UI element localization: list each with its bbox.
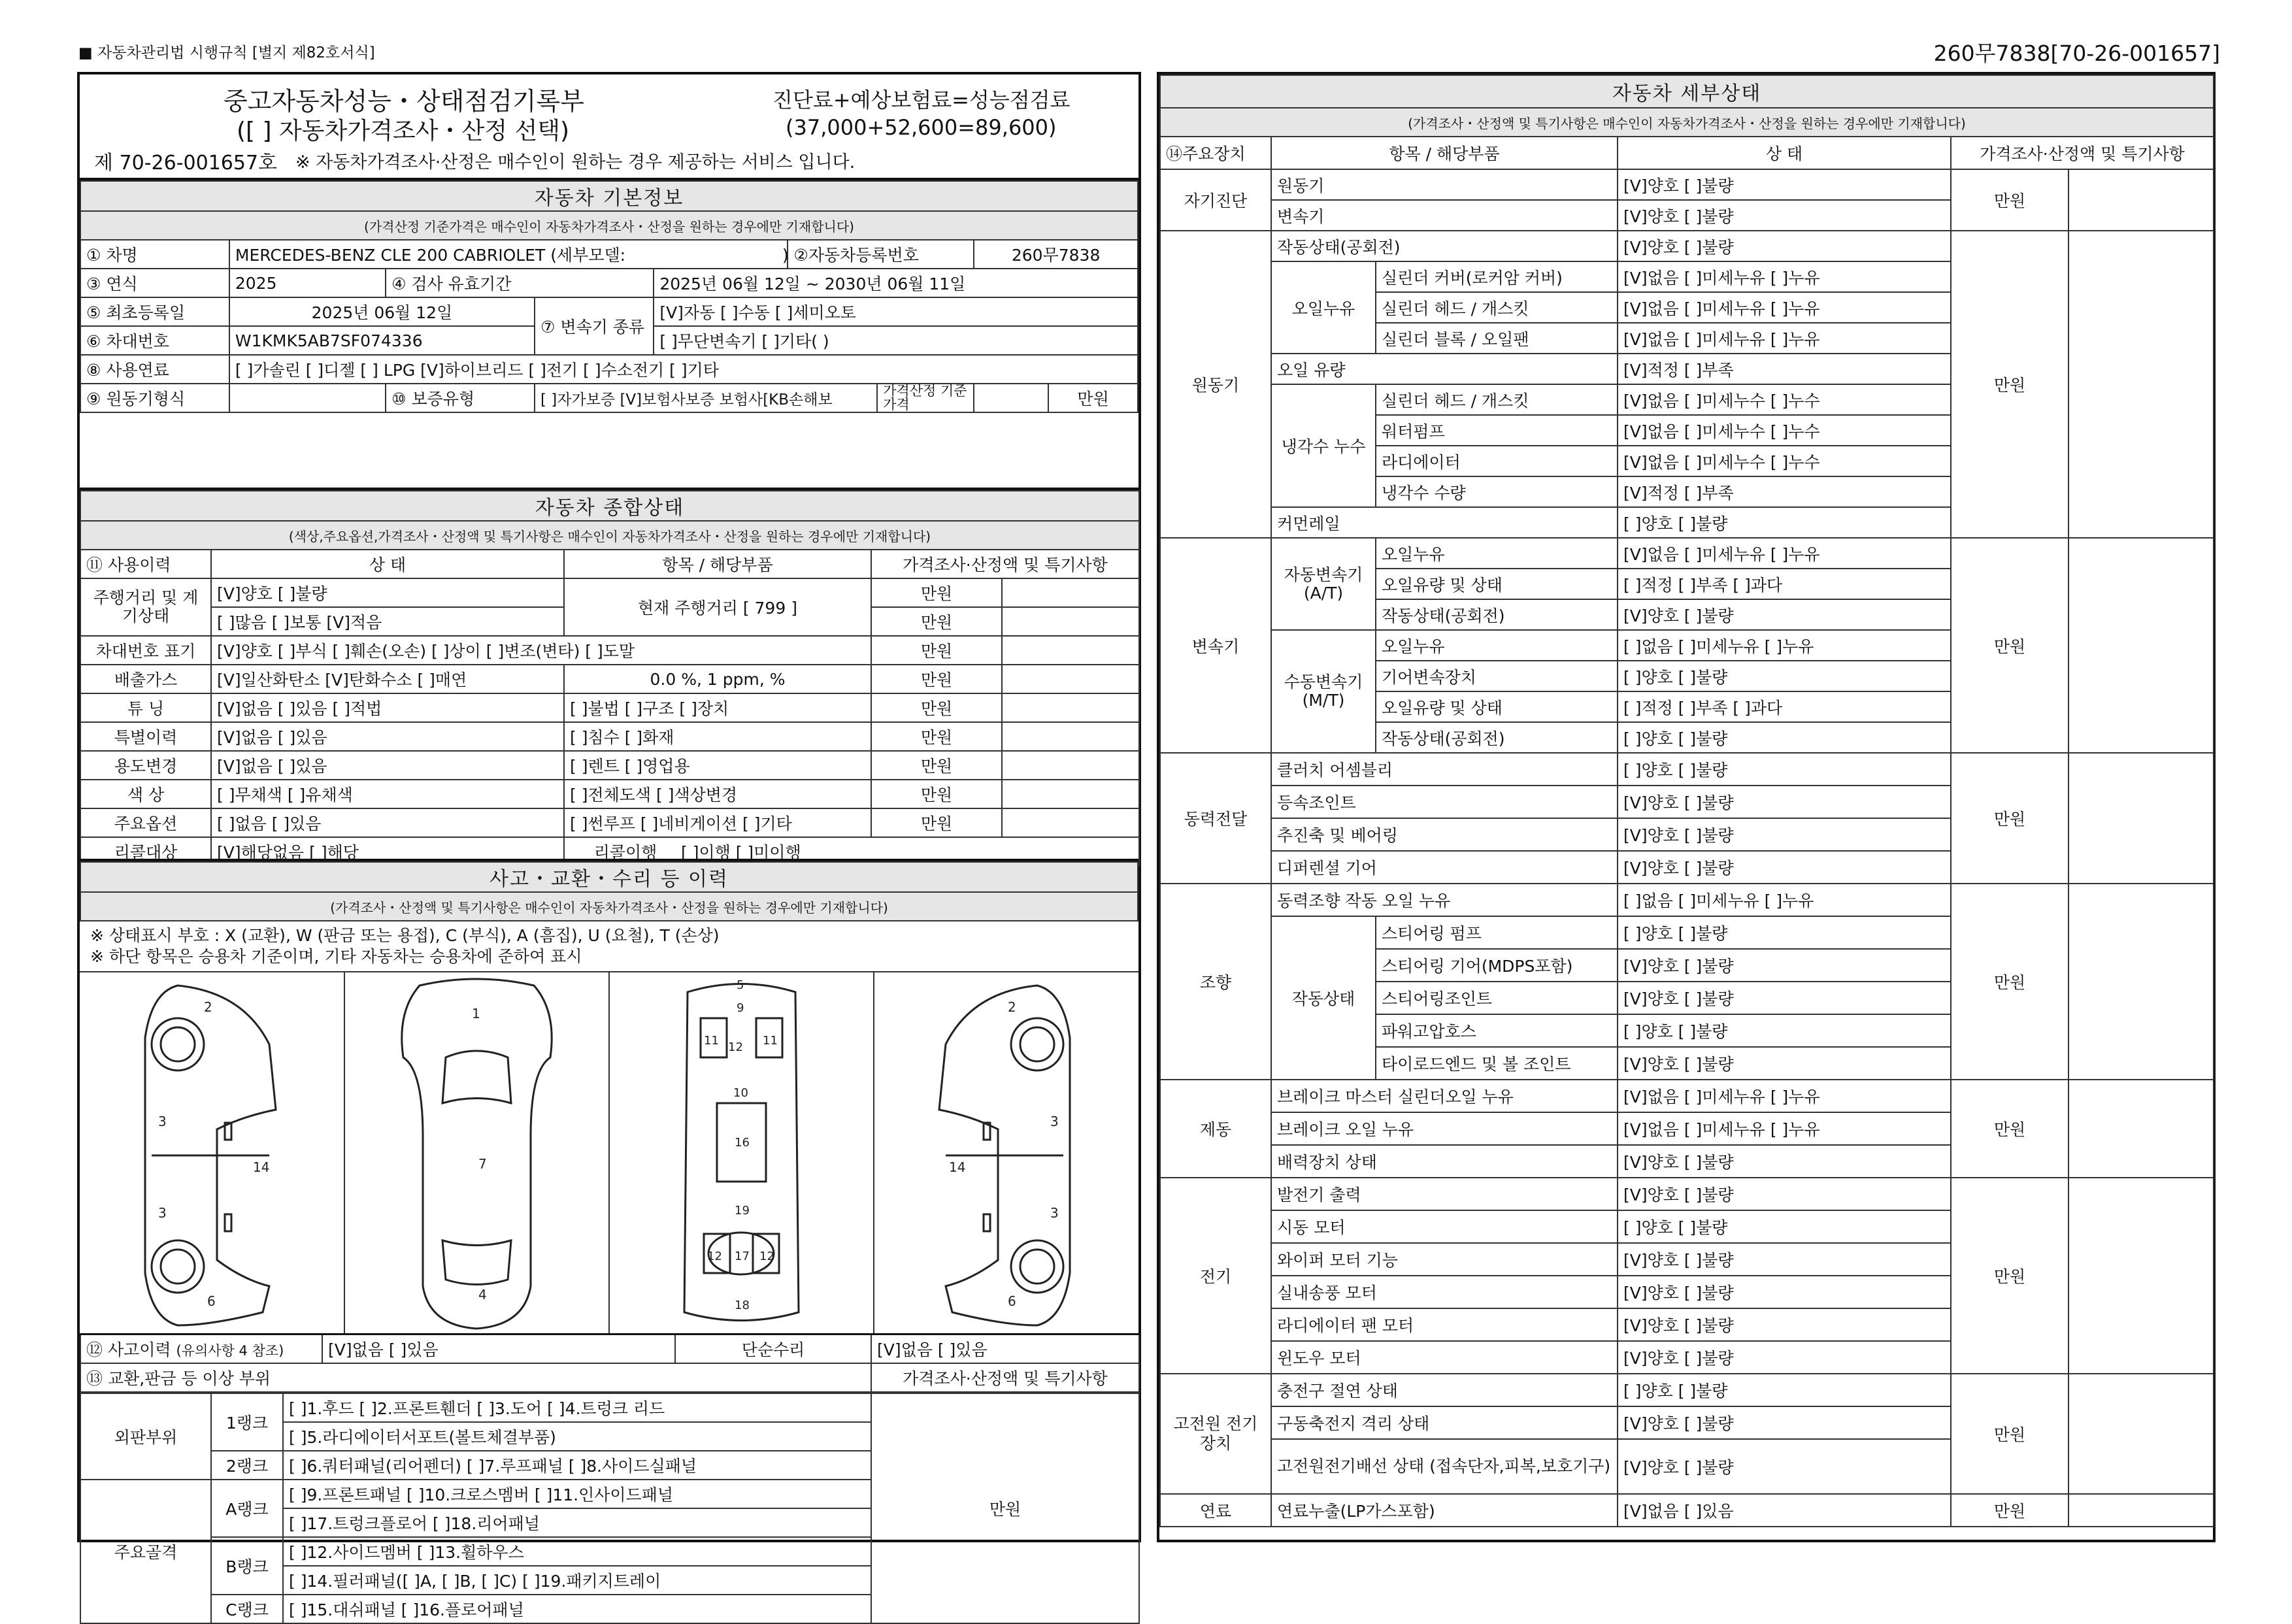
rankA-parts-line1: [ ]9.프론트패널 [ ]10.크로스멤버 [ ]11.인사이드패널 — [283, 1480, 871, 1508]
engine-type-label: ⑨ 원동기형식 — [80, 384, 229, 412]
charging-port-insulation-state: [ ]양호 [ ]불량 — [1618, 1374, 1951, 1406]
state-header: 상 태 — [211, 550, 564, 578]
passenger-car-note: ※ 하단 항목은 승용차 기준이며, 기타 자동차는 승용차에 준하여 표시 — [90, 947, 582, 966]
special-history-value: [V]없음 [ ]있음 — [211, 722, 564, 751]
oil-level-state: [V]적정 [ ]부족 — [1618, 354, 1951, 384]
rank2-label: 2랭크 — [211, 1451, 283, 1480]
fuel-label: 연료 — [1160, 1494, 1271, 1527]
mt-idle-state: [ ]양호 [ ]불량 — [1618, 722, 1951, 753]
underbody-view — [684, 984, 799, 1321]
emission-readings: 0.0 %, 1 ppm, % — [564, 665, 871, 693]
special-history-label: 특별이력 — [80, 722, 211, 751]
overall-state-title: 자동차 종합상태 — [80, 491, 1139, 521]
recall-execution: 리콜이행 [ ]이행 [ ]미이행 — [564, 837, 1139, 866]
price-note-header: 가격조사·산정액 및 특기사항 — [871, 550, 1139, 578]
regulation-header: ■ 자동차관리법 시행규칙 [별지 제82호서식] — [78, 44, 375, 61]
brake-booster-state: [V]양호 [ ]불량 — [1618, 1145, 1951, 1178]
manual-transmission-label: 수동변속기 (M/T) — [1271, 630, 1376, 753]
accident-history-value: [V]없음 [ ]있음 — [322, 1334, 675, 1364]
tuning-value: [V]없음 [ ]있음 [ ]적법 — [211, 693, 564, 722]
mileage-state-row2: [ ]많음 [ ]보통 [V]적음 — [211, 607, 564, 636]
steering-pump-state: [ ]양호 [ ]불량 — [1618, 916, 1951, 949]
transmission-type-line1: [V]자동 [ ]수동 [ ]세미오토 — [654, 297, 1138, 326]
emission-label: 배출가스 — [80, 665, 211, 693]
special-history-price-unit: 만원 — [871, 722, 1002, 751]
registration-value: 260무7838 — [974, 240, 1138, 269]
high-voltage-price-unit: 만원 — [1951, 1374, 2068, 1494]
state-header: 상 태 — [1618, 137, 1951, 169]
svg-text:14: 14 — [949, 1159, 966, 1175]
mileage-price-unit: 만원 — [871, 578, 1002, 607]
mt-oil-level-state: [ ]적정 [ ]부족 [ ]과다 — [1618, 691, 1951, 722]
engine-price-unit: 만원 — [1951, 231, 2068, 538]
overall-state-note: (색상,주요옵션,가격조사・산정액 및 특기사항은 매수인이 자동차가격조사・산정을 원하는 경우에만 기재합니다) — [80, 521, 1139, 550]
steering-operation-label: 작동상태 — [1271, 916, 1376, 1080]
fee-values: (37,000+52,600=89,600) — [786, 115, 1057, 140]
special-history-item: [ ]침수 [ ]화재 — [564, 722, 871, 751]
clutch-assembly: 클러치 어셈블리 — [1271, 753, 1618, 786]
tuning-price-unit: 만원 — [871, 693, 1002, 722]
drive-battery-isolation-state: [V]양호 [ ]불량 — [1618, 1406, 1951, 1439]
svg-text:12: 12 — [759, 1250, 774, 1263]
title-block — [80, 75, 1138, 179]
mt-oil-leak-state: [ ]없음 [ ]미세누유 [ ]누유 — [1618, 630, 1951, 661]
exchange-price-header: 가격조사·산정액 및 특기사항 — [871, 1363, 1139, 1392]
steering-oil-leak: 동력조향 작동 오일 누유 — [1271, 884, 1618, 916]
car-part-diagram — [80, 972, 1138, 1333]
window-motor: 윈도우 모터 — [1271, 1341, 1618, 1374]
fuel-price-unit: 만원 — [1951, 1494, 2068, 1527]
mt-gear-shift: 기어변속장치 — [1376, 661, 1618, 691]
fuel-label: ⑧ 사용연료 — [80, 355, 229, 384]
warranty-label: ⑩ 보증유형 — [386, 384, 535, 412]
fuel-value: [ ]가솔린 [ ]디젤 [ ] LPG [V]하이브리드 [ ]전기 [ ]수소전기 [ ]기타 — [229, 355, 1138, 384]
right-panel — [1157, 72, 2216, 1542]
vin-marking-label: 차대번호 표기 — [80, 636, 211, 665]
color-value: [ ]무채색 [ ]유채색 — [211, 780, 564, 808]
coolant-level-state: [V]적정 [ ]부족 — [1618, 476, 1951, 507]
coolant-leak-label: 냉각수 누수 — [1271, 384, 1376, 507]
warranty-value: [ ]자가보증 [V]보험사보증 보험사[KB손해보 — [535, 384, 877, 412]
svg-text:11: 11 — [763, 1034, 778, 1048]
power-transmission-label: 동력전달 — [1160, 753, 1271, 884]
mt-gear-shift-state: [ ]양호 [ ]불량 — [1618, 661, 1951, 691]
main-option-item: [ ]썬루프 [ ]네비게이션 [ ]기타 — [564, 808, 871, 837]
recall-label: 리콜대상 — [80, 837, 211, 866]
common-rail: 커먼레일 — [1271, 507, 1618, 538]
recall-value: [V]해당없음 [ ]해당 — [211, 837, 564, 866]
main-frame-label: 주요골격 — [80, 1480, 211, 1623]
mt-oil-leak: 오일누유 — [1376, 630, 1618, 661]
price-note-header: 가격조사·산정액 및 특기사항 — [1951, 137, 2214, 169]
high-voltage-wiring: 고전원전기배선 상태 (접속단자,피복,보호기구) — [1271, 1439, 1618, 1494]
electrical-price-unit: 만원 — [1951, 1178, 2068, 1374]
at-oil-leak-state: [V]없음 [ ]미세누유 [ ]누유 — [1618, 538, 1951, 569]
svg-text:6: 6 — [207, 1293, 216, 1309]
right-side-view — [939, 986, 1070, 1325]
rankA-parts-line2: [ ]17.트렁크플로어 [ ]18.리어패널 — [283, 1508, 871, 1537]
rank2-parts: [ ]6.쿼터패널(리어펜더) [ ]7.루프패널 [ ]8.사이드실패널 — [283, 1451, 871, 1480]
left-side-view — [145, 986, 276, 1325]
usage-change-item: [ ]렌트 [ ]영업용 — [564, 751, 871, 780]
svg-text:5: 5 — [737, 978, 744, 992]
drive-shaft-state: [V]양호 [ ]불량 — [1618, 818, 1951, 851]
emission-value: [V]일산화탄소 [V]탄화수소 [ ]매연 — [211, 665, 564, 693]
oil-level: 오일 유량 — [1271, 354, 1618, 384]
main-option-label: 주요옵션 — [80, 808, 211, 837]
vin-marking-value: [V]양호 [ ]부식 [ ]훼손(오손) [ ]상이 [ ]변조(변타) [ ]도말 — [211, 636, 871, 665]
steering-pump: 스티어링 펌프 — [1376, 916, 1618, 949]
price-selection-option: ([ ] 자동차가격조사・산정 선택) — [237, 118, 570, 144]
window-motor-state: [V]양호 [ ]불량 — [1618, 1341, 1951, 1374]
color-label: 색 상 — [80, 780, 211, 808]
rank1-label: 1랭크 — [211, 1393, 283, 1451]
transmission-group-label: 변속기 — [1160, 538, 1271, 753]
first-registration-label: ⑤ 최초등록일 — [80, 297, 229, 326]
engine-type-value — [229, 384, 386, 412]
svg-text:18: 18 — [735, 1299, 750, 1312]
charging-port-insulation: 충전구 절연 상태 — [1271, 1374, 1618, 1406]
outer-panel-label: 외판부위 — [80, 1393, 211, 1480]
document-reference-number: 260무7838[70-26-001657] — [1933, 41, 2220, 66]
main-device-header: ⑭주요장치 — [1160, 137, 1271, 169]
first-registration-value: 2025년 06월 12일 — [229, 297, 535, 326]
power-high-pressure-hose: 파워고압호스 — [1376, 1014, 1618, 1047]
at-oil-level: 오일유량 및 상태 — [1376, 569, 1618, 599]
usage-change-price-unit: 만원 — [871, 751, 1002, 780]
starter-motor-state: [ ]양호 [ ]불량 — [1618, 1210, 1951, 1243]
svg-text:3: 3 — [1050, 1205, 1059, 1221]
mileage-label: 주행거리 및 계기상태 — [80, 578, 211, 636]
svg-text:10: 10 — [733, 1086, 748, 1100]
starter-motor: 시동 모터 — [1271, 1210, 1618, 1243]
engine-group-label: 원동기 — [1160, 231, 1271, 538]
page-title: 중고자동차성능・상태점검기록부 — [224, 87, 584, 116]
left-panel — [77, 72, 1141, 1619]
drive-battery-isolation: 구동축전지 격리 상태 — [1271, 1406, 1618, 1439]
self-diag-transmission: 변속기 — [1271, 200, 1618, 231]
self-diag-engine: 원동기 — [1271, 169, 1618, 200]
registration-label: ②자동차등록번호 — [788, 240, 974, 269]
fuel-leak-state: [V]없음 [ ]있음 — [1618, 1494, 1951, 1527]
svg-text:1: 1 — [472, 1006, 480, 1021]
at-oil-level-state: [ ]적정 [ ]부족 [ ]과다 — [1618, 569, 1951, 599]
usage-history-header: ⑪ 사용이력 — [80, 550, 211, 578]
simple-repair-label: 단순수리 — [675, 1334, 871, 1364]
vin-label: ⑥ 차대번호 — [80, 326, 229, 355]
self-diag-transmission-state: [V]양호 [ ]불량 — [1618, 200, 1951, 231]
brake-master-cylinder-state: [V]없음 [ ]미세누유 [ ]누유 — [1618, 1080, 1951, 1112]
brake-booster: 배력장치 상태 — [1271, 1145, 1618, 1178]
main-option-price-unit: 만원 — [871, 808, 1002, 837]
inspection-validity-label: ④ 검사 유효기간 — [386, 269, 654, 297]
svg-text:12: 12 — [707, 1250, 722, 1263]
rankA-label: A랭크 — [211, 1480, 283, 1537]
steering-oil-leak-state: [ ]없음 [ ]미세누유 [ ]누유 — [1618, 884, 1951, 916]
at-idle: 작동상태(공회전) — [1376, 599, 1618, 630]
item-part-header: 항목 / 해당부품 — [1271, 137, 1618, 169]
steering-joint-state: [V]양호 [ ]불량 — [1618, 982, 1951, 1014]
brake-price-unit: 만원 — [1951, 1080, 2068, 1178]
wiper-motor-state: [V]양호 [ ]불량 — [1618, 1243, 1951, 1276]
tuning-label: 튜 닝 — [80, 693, 211, 722]
steering-label: 조향 — [1160, 884, 1271, 1080]
differential-gear-state: [V]양호 [ ]불량 — [1618, 851, 1951, 884]
brake-oil-leak-state: [V]없음 [ ]미세누유 [ ]누유 — [1618, 1112, 1951, 1145]
rankC-parts: [ ]15.대쉬패널 [ ]16.플로어패널 — [283, 1595, 871, 1623]
coolant-pump-state: [V]없음 [ ]미세누수 [ ]누수 — [1618, 415, 1951, 446]
oil-leak-label: 오일누유 — [1271, 261, 1376, 354]
svg-text:19: 19 — [735, 1204, 750, 1218]
mt-idle: 작동상태(공회전) — [1376, 722, 1618, 753]
emission-price-unit: 만원 — [871, 665, 1002, 693]
common-rail-state: [ ]양호 [ ]불량 — [1618, 507, 1951, 538]
year-label: ③ 연식 — [80, 269, 229, 297]
drive-shaft: 추진축 및 베어링 — [1271, 818, 1618, 851]
steering-gear: 스티어링 기어(MDPS포함) — [1376, 949, 1618, 982]
model-value: MERCEDES-BENZ CLE 200 CABRIOLET (세부모델: ) — [229, 240, 788, 269]
fee-formula: 진단료+예상보험료=성능점검료 — [772, 88, 1071, 112]
electrical-label: 전기 — [1160, 1178, 1271, 1374]
svg-text:2: 2 — [204, 999, 212, 1015]
brake-master-cylinder: 브레이크 마스터 실린더오일 누유 — [1271, 1080, 1618, 1112]
status-code-legend: ※ 상태표시 부호 : X (교환), W (판금 또는 용접), C (부식), A (흠집), U (요철), T (손상) — [90, 926, 720, 945]
steering-joint: 스티어링조인트 — [1376, 982, 1618, 1014]
vin-value: W1KMK5AB7SF074336 — [229, 326, 535, 355]
svg-text:7: 7 — [478, 1156, 487, 1172]
basic-info-section — [80, 178, 1138, 413]
svg-text:14: 14 — [253, 1159, 270, 1175]
coolant-level: 냉각수 수량 — [1376, 476, 1618, 507]
inspection-validity-value: 2025년 06월 12일 ~ 2030년 06월 11일 — [654, 269, 1138, 297]
engine-idle: 작동상태(공회전) — [1271, 231, 1618, 261]
main-option-value: [ ]없음 [ ]있음 — [211, 808, 564, 837]
coolant-pump: 워터펌프 — [1376, 415, 1618, 446]
accident-history-label: ⑫ 사고이력 (유의사항 4 참조) — [80, 1334, 322, 1364]
svg-text:3: 3 — [158, 1205, 167, 1221]
coolant-head: 실린더 헤드 / 개스킷 — [1376, 384, 1618, 415]
basic-info-note: (가격산정 기준가격은 매수인이 자동차가격조사・산정을 원하는 경우에만 기재합니다) — [80, 211, 1138, 240]
price-basis-label: 가격산정 기준가격 — [877, 384, 974, 412]
steering-price-unit: 만원 — [1951, 884, 2068, 1080]
svg-text:3: 3 — [1050, 1114, 1059, 1129]
transmission-type-line2: [ ]무단변속기 [ ]기타( ) — [654, 326, 1138, 355]
detail-state-note: (가격조사・산정액 및 특기사항은 매수인이 자동차가격조사・산정을 원하는 경우에만 기재합니다) — [1160, 108, 2214, 137]
accident-history-note: (가격조사・산정액 및 특기사항은 매수인이 자동차가격조사・산정을 원하는 경우에만 기재합니다) — [80, 892, 1138, 921]
svg-text:12: 12 — [728, 1040, 743, 1054]
coolant-radiator: 라디에이터 — [1376, 446, 1618, 476]
automatic-transmission-label: 자동변속기 (A/T) — [1271, 538, 1376, 630]
brake-label: 제동 — [1160, 1080, 1271, 1178]
oil-leak-block: 실린더 블록 / 오일팬 — [1376, 323, 1618, 354]
coolant-radiator-state: [V]없음 [ ]미세누수 [ ]누수 — [1618, 446, 1951, 476]
current-mileage: 현재 주행거리 [ 799 ] — [564, 578, 871, 636]
svg-text:17: 17 — [735, 1250, 750, 1263]
accident-history-section — [80, 859, 1138, 1624]
generator-output-state: [V]양호 [ ]불량 — [1618, 1178, 1951, 1210]
vin-marking-price-unit: 만원 — [871, 636, 1002, 665]
year-value: 2025 — [229, 269, 386, 297]
document-number: 제 70-26-001657호 — [94, 152, 278, 174]
rankB-parts-line1: [ ]12.사이드멤버 [ ]13.휠하우스 — [283, 1537, 871, 1566]
svg-text:16: 16 — [735, 1136, 750, 1150]
oil-leak-block-state: [V]없음 [ ]미세누유 [ ]누유 — [1618, 323, 1951, 354]
price-basis-unit: 만원 — [1048, 384, 1138, 412]
rankC-label: C랭크 — [211, 1595, 283, 1623]
wiper-motor: 와이퍼 모터 기능 — [1271, 1243, 1618, 1276]
high-voltage-label: 고전원 전기장치 — [1160, 1374, 1271, 1494]
coolant-head-state: [V]없음 [ ]미세누수 [ ]누수 — [1618, 384, 1951, 415]
radiator-fan-motor-state: [V]양호 [ ]불량 — [1618, 1308, 1951, 1341]
overall-state-section — [80, 488, 1138, 867]
fuel-leak: 연료누출(LP가스포함) — [1271, 1494, 1618, 1527]
top-view — [402, 979, 552, 1329]
model-label: ① 차명 — [80, 240, 229, 269]
mileage-state-row1: [V]양호 [ ]불량 — [211, 578, 564, 607]
basic-info-title: 자동차 기본정보 — [80, 181, 1138, 211]
oil-leak-cover-state: [V]없음 [ ]미세누유 [ ]누유 — [1618, 261, 1951, 292]
document-note: ※ 자동차가격조사·산정은 매수인이 원하는 경우 제공하는 서비스 입니다. — [295, 152, 855, 173]
at-idle-state: [V]양호 [ ]불량 — [1618, 599, 1951, 630]
svg-text:9: 9 — [737, 1001, 744, 1015]
simple-repair-value: [V]없음 [ ]있음 — [871, 1334, 1139, 1364]
rank1-parts-line1: [ ]1.후드 [ ]2.프론트휀더 [ ]3.도어 [ ]4.트렁크 리드 — [283, 1393, 871, 1422]
color-price-unit: 만원 — [871, 780, 1002, 808]
cv-joint-state: [V]양호 [ ]불량 — [1618, 786, 1951, 818]
oil-leak-head-state: [V]없음 [ ]미세누유 [ ]누유 — [1618, 292, 1951, 323]
mt-oil-level: 오일유량 및 상태 — [1376, 691, 1618, 722]
at-oil-leak: 오일누유 — [1376, 538, 1618, 569]
rankB-label: B랭크 — [211, 1537, 283, 1595]
blower-motor: 실내송풍 모터 — [1271, 1276, 1618, 1308]
svg-text:11: 11 — [704, 1034, 719, 1048]
exchange-parts-label: ⑬ 교환,판금 등 이상 부위 — [80, 1363, 871, 1392]
tie-rod-end: 타이로드엔드 및 볼 조인트 — [1376, 1047, 1618, 1080]
oil-leak-cover: 실린더 커버(로커암 커버) — [1376, 261, 1618, 292]
tuning-item: [ ]불법 [ ]구조 [ ]장치 — [564, 693, 871, 722]
item-part-header: 항목 / 해당부품 — [564, 550, 871, 578]
usage-change-value: [V]없음 [ ]있음 — [211, 751, 564, 780]
svg-text:4: 4 — [478, 1287, 487, 1302]
status-legend — [80, 921, 1138, 972]
usage-change-label: 용도변경 — [80, 751, 211, 780]
power-transmission-price-unit: 만원 — [1951, 753, 2068, 884]
self-diag-engine-state: [V]양호 [ ]불량 — [1618, 169, 1951, 200]
high-voltage-wiring-state: [V]양호 [ ]불량 — [1618, 1439, 1951, 1494]
transmission-price-unit: 만원 — [1951, 538, 2068, 753]
exchange-price-unit: 만원 — [871, 1393, 1139, 1623]
color-item: [ ]전체도색 [ ]색상변경 — [564, 780, 871, 808]
blower-motor-state: [V]양호 [ ]불량 — [1618, 1276, 1951, 1308]
tie-rod-end-state: [V]양호 [ ]불량 — [1618, 1047, 1951, 1080]
clutch-assembly-state: [ ]양호 [ ]불량 — [1618, 753, 1951, 786]
self-diag-price-unit: 만원 — [1951, 169, 2068, 231]
accident-history-title: 사고・교환・수리 등 이력 — [80, 862, 1138, 892]
svg-text:2: 2 — [1008, 999, 1016, 1015]
radiator-fan-motor: 라디에이터 팬 모터 — [1271, 1308, 1618, 1341]
engine-idle-state: [V]양호 [ ]불량 — [1618, 231, 1951, 261]
steering-gear-state: [V]양호 [ ]불량 — [1618, 949, 1951, 982]
differential-gear: 디퍼렌셜 기어 — [1271, 851, 1618, 884]
oil-leak-head: 실린더 헤드 / 개스킷 — [1376, 292, 1618, 323]
transmission-type-label: ⑦ 변속기 종류 — [535, 297, 654, 355]
detail-state-title: 자동차 세부상태 — [1160, 75, 2214, 108]
power-high-pressure-hose-state: [ ]양호 [ ]불량 — [1618, 1014, 1951, 1047]
generator-output: 발전기 출력 — [1271, 1178, 1618, 1210]
self-diagnosis-label: 자기진단 — [1160, 169, 1271, 231]
rankB-parts-line2: [ ]14.필러패널([ ]A, [ ]B, [ ]C) [ ]19.패키지트레이 — [283, 1566, 871, 1595]
brake-oil-leak: 브레이크 오일 누유 — [1271, 1112, 1618, 1145]
svg-text:6: 6 — [1008, 1293, 1016, 1309]
svg-text:3: 3 — [158, 1114, 167, 1129]
mileage-price-unit-2: 만원 — [871, 607, 1002, 636]
cv-joint: 등속조인트 — [1271, 786, 1618, 818]
rank1-parts-line2: [ ]5.라디에이터서포트(볼트체결부품) — [283, 1422, 871, 1451]
